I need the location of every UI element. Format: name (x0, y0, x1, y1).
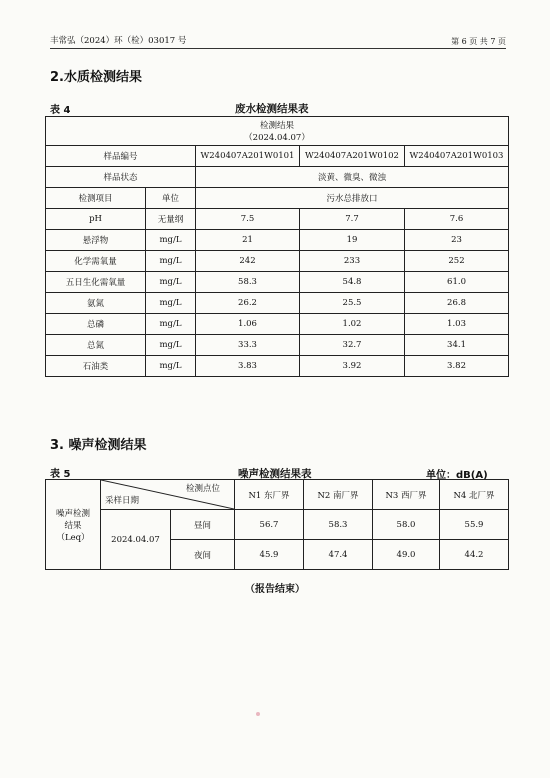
sample-no-label: 样品编号 (46, 146, 196, 167)
cell-item: 化学需氧量 (46, 251, 146, 272)
day-value-n3: 58.0 (373, 510, 440, 540)
table-row (46, 356, 509, 377)
table-row (46, 188, 509, 209)
noise-header-line-2: 结果 (64, 520, 82, 531)
wastewater-results-table (45, 116, 509, 377)
night-value-n2: 47.4 (304, 540, 373, 570)
report-number: 丰常弘（2024）环（检）03017 号 (50, 36, 187, 46)
cell-v3: 1.03 (405, 314, 509, 335)
sampling-date: 2024.04.07 (101, 510, 171, 570)
cell-v1: 1.06 (196, 314, 300, 335)
header-divider (50, 48, 506, 49)
cell-v2: 19 (300, 230, 405, 251)
night-label: 夜间 (171, 540, 235, 570)
point-n3: N3 西厂界 (373, 480, 440, 510)
cell-v1: 21 (196, 230, 300, 251)
cell-v3: 252 (405, 251, 509, 272)
section-title-water: 2.水质检测结果 (50, 70, 142, 85)
cell-v3: 3.82 (405, 356, 509, 377)
point-n2: N2 南厂界 (304, 480, 373, 510)
cell-item: 石油类 (46, 356, 146, 377)
cell-v1: 58.3 (196, 272, 300, 293)
unit-column-header: 单位 (146, 188, 196, 209)
cell-v1: 3.83 (196, 356, 300, 377)
noise-header-line-3: （Leq） (56, 532, 90, 543)
night-value-n4: 44.2 (440, 540, 509, 570)
cell-v2: 1.02 (300, 314, 405, 335)
table-row (46, 293, 509, 314)
cell-unit: mg/L (146, 251, 196, 272)
cell-unit: mg/L (146, 272, 196, 293)
table-5-title: 噪声检测结果表 (238, 468, 312, 480)
cell-v2: 7.7 (300, 209, 405, 230)
table-row (46, 251, 509, 272)
table-row (46, 510, 509, 540)
cell-unit: mg/L (146, 230, 196, 251)
cell-v1: 33.3 (196, 335, 300, 356)
result-header-cell (46, 117, 509, 146)
table-4-title: 废水检测结果表 (235, 103, 309, 115)
table-row (46, 480, 509, 510)
night-value-n3: 49.0 (373, 540, 440, 570)
table-row (46, 335, 509, 356)
point-label: 检测点位 (185, 484, 220, 494)
day-label: 昼间 (171, 510, 235, 540)
sample-id-1: W240407A201W0101 (196, 146, 300, 167)
cell-v2: 54.8 (300, 272, 405, 293)
day-value-n2: 58.3 (304, 510, 373, 540)
cell-item: pH (46, 209, 146, 230)
cell-v3: 23 (405, 230, 509, 251)
cell-item: 总磷 (46, 314, 146, 335)
stamp-mark (256, 712, 260, 716)
diagonal-header-cell (101, 480, 235, 510)
table-row (46, 314, 509, 335)
cell-v2: 32.7 (300, 335, 405, 356)
table-4-number: 表 4 (50, 105, 71, 116)
cell-unit: mg/L (146, 356, 196, 377)
cell-unit: mg/L (146, 314, 196, 335)
cell-v1: 26.2 (196, 293, 300, 314)
table-row (46, 117, 509, 146)
cell-v3: 34.1 (405, 335, 509, 356)
table-row (46, 230, 509, 251)
cell-v3: 61.0 (405, 272, 509, 293)
table-row (46, 209, 509, 230)
sampling-location: 污水总排放口 (196, 188, 509, 209)
cell-unit: mg/L (146, 335, 196, 356)
table-row (46, 167, 509, 188)
night-value-n1: 45.9 (235, 540, 304, 570)
cell-item: 氨氮 (46, 293, 146, 314)
cell-v3: 26.8 (405, 293, 509, 314)
result-date: （2024.04.07） (244, 133, 310, 143)
day-value-n4: 55.9 (440, 510, 509, 540)
page-indicator: 第 6 页 共 7 页 (451, 37, 506, 46)
table-row (46, 146, 509, 167)
point-n1: N1 东厂界 (235, 480, 304, 510)
cell-v2: 233 (300, 251, 405, 272)
cell-v1: 242 (196, 251, 300, 272)
sample-id-3: W240407A201W0103 (405, 146, 509, 167)
cell-v2: 3.92 (300, 356, 405, 377)
noise-results-table (45, 479, 509, 570)
result-label: 检测结果 (260, 121, 295, 131)
cell-item: 总氮 (46, 335, 146, 356)
day-value-n1: 56.7 (235, 510, 304, 540)
sample-state-value: 淡黄、微臭、微浊 (196, 167, 509, 188)
report-end-mark: （报告结束） (245, 584, 305, 595)
sample-state-label: 样品状态 (46, 167, 196, 188)
noise-row-header (46, 480, 101, 570)
section-title-noise: 3. 噪声检测结果 (50, 438, 147, 453)
item-column-header: 检测项目 (46, 188, 146, 209)
cell-v2: 25.5 (300, 293, 405, 314)
date-label: 采样日期 (105, 496, 140, 506)
table-row (46, 272, 509, 293)
table-5-number: 表 5 (50, 469, 71, 480)
sample-id-2: W240407A201W0102 (300, 146, 405, 167)
unit-label: 单位：dB(A) (426, 470, 488, 481)
cell-v1: 7.5 (196, 209, 300, 230)
cell-unit: 无量纲 (146, 209, 196, 230)
cell-unit: mg/L (146, 293, 196, 314)
point-n4: N4 北厂界 (440, 480, 509, 510)
cell-item: 五日生化需氧量 (46, 272, 146, 293)
cell-item: 悬浮物 (46, 230, 146, 251)
noise-header-line-1: 噪声检测 (55, 508, 90, 519)
cell-v3: 7.6 (405, 209, 509, 230)
